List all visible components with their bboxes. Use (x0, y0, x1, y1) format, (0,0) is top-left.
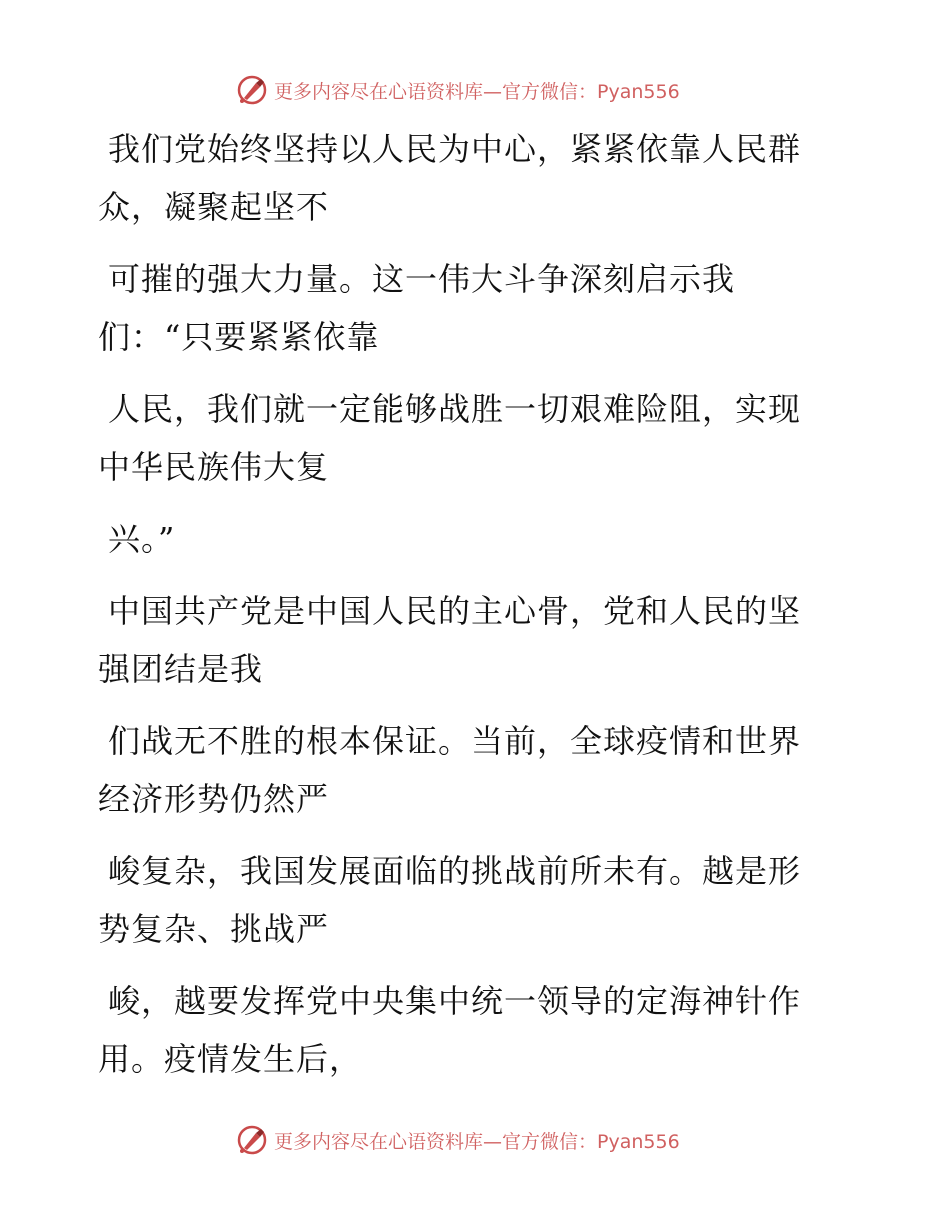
watermark-text: 更多内容尽在心语资料库—官方微信：Pyan556 (274, 1130, 680, 1153)
paragraph-line: 我们党始终坚持以人民为中心，紧紧依靠人民群 (108, 130, 802, 168)
pen-nib-logo-icon (236, 1124, 268, 1156)
paragraph (98, 712, 838, 828)
paragraph (98, 510, 838, 568)
paragraph-line: 中华民族伟大复 (98, 448, 330, 486)
paragraph-line: 兴。” (108, 520, 176, 558)
paragraph-line: 中国共产党是中国人民的主心骨，党和人民的坚 (108, 592, 802, 630)
paragraph-line: 们战无不胜的根本保证。当前，全球疫情和世界 (108, 722, 802, 760)
paragraph-line: 强团结是我 (98, 650, 264, 688)
document-body (98, 120, 838, 1102)
paragraph-line: 势复杂、挑战严 (98, 910, 330, 948)
paragraph (98, 120, 838, 236)
header-watermark (236, 73, 680, 107)
paragraph (98, 842, 838, 958)
paragraph (98, 972, 838, 1088)
paragraph-line: 可摧的强大力量。这一伟大斗争深刻启示我 (108, 260, 736, 298)
paragraph (98, 250, 838, 366)
paragraph-line: 人民，我们就一定能够战胜一切艰难险阻，实现 (108, 390, 802, 428)
paragraph-line: 们：“只要紧紧依靠 (98, 318, 380, 356)
paragraph (98, 582, 838, 698)
paragraph-line: 用。疫情发生后， (98, 1040, 363, 1078)
pen-nib-logo-icon (236, 74, 268, 106)
paragraph-line: 众，凝聚起坚不 (98, 188, 330, 226)
paragraph-line: 经济形势仍然严 (98, 780, 330, 818)
paragraph-line: 峻复杂，我国发展面临的挑战前所未有。越是形 (108, 852, 802, 890)
paragraph (98, 380, 838, 496)
watermark-text: 更多内容尽在心语资料库—官方微信：Pyan556 (274, 80, 680, 103)
paragraph-line: 峻，越要发挥党中央集中统一领导的定海神针作 (108, 982, 802, 1020)
footer-watermark (236, 1123, 680, 1157)
